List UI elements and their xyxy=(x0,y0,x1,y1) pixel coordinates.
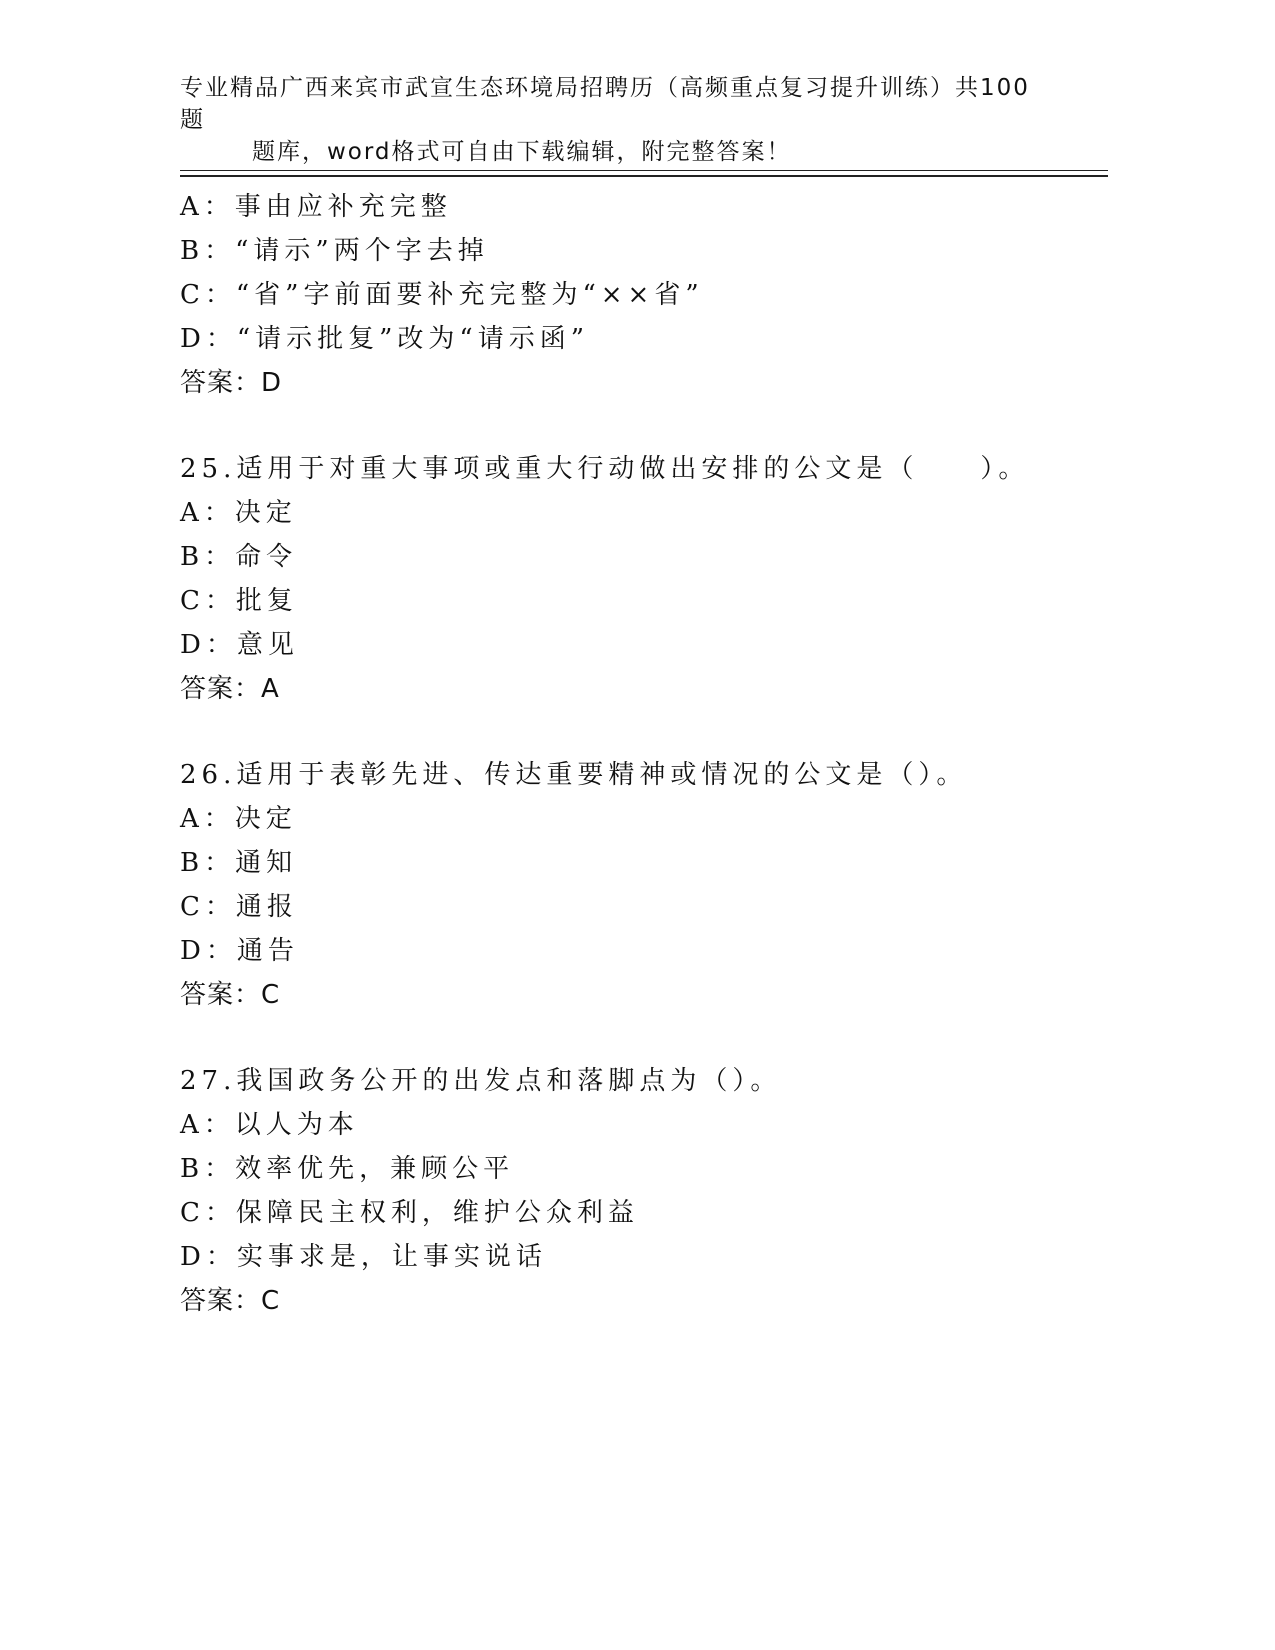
option-d: D：“请示批复”改为“请示函” xyxy=(180,324,590,354)
option-d: D：意见 xyxy=(180,630,299,660)
option-d: D：通告 xyxy=(180,936,299,966)
option-c: C：保障民主权利，维护公众利益 xyxy=(180,1198,639,1228)
option-b: B：效率优先，兼顾公平 xyxy=(180,1154,515,1184)
question-stem: 26.适用于表彰先进、传达重要精神或情况的公文是（）。 xyxy=(180,760,968,790)
header-divider-thick xyxy=(180,175,1108,177)
answer-line: 答案：A xyxy=(180,674,280,704)
question-block-24 xyxy=(180,185,1110,405)
question-stem: 25.适用于对重大事项或重大行动做出安排的公文是（ ）。 xyxy=(180,454,1030,484)
option-b: B：通知 xyxy=(180,848,298,878)
header-line-2: 题库，word格式可自由下载编辑，附完整答案！ xyxy=(252,139,792,165)
question-block-26 xyxy=(180,753,1110,1017)
header-divider-thin xyxy=(180,170,1108,171)
option-b: B：“请示”两个字去掉 xyxy=(180,236,489,266)
document-header xyxy=(180,72,1040,168)
question-block-25 xyxy=(180,447,1110,711)
header-line-1: 专业精品广西来宾市武宣生态环境局招聘历（高频重点复习提升训练）共100题 xyxy=(180,75,1030,133)
option-b: B：命令 xyxy=(180,542,298,572)
answer-line: 答案：C xyxy=(180,980,281,1010)
question-list xyxy=(180,185,1110,1323)
option-c: C：批复 xyxy=(180,586,298,616)
option-d: D：实事求是，让事实说话 xyxy=(180,1242,547,1272)
answer-line: 答案：D xyxy=(180,368,283,398)
answer-line: 答案：C xyxy=(180,1286,281,1316)
option-a: A：决定 xyxy=(180,498,297,528)
option-a: A：事由应补充完整 xyxy=(180,192,452,222)
option-c: C：通报 xyxy=(180,892,298,922)
question-stem: 27.我国政务公开的出发点和落脚点为（）。 xyxy=(180,1066,782,1096)
option-a: A：决定 xyxy=(180,804,297,834)
option-a: A：以人为本 xyxy=(180,1110,359,1140)
option-c: C：“省”字前面要补充完整为“××省” xyxy=(180,280,704,310)
question-block-27 xyxy=(180,1059,1110,1323)
